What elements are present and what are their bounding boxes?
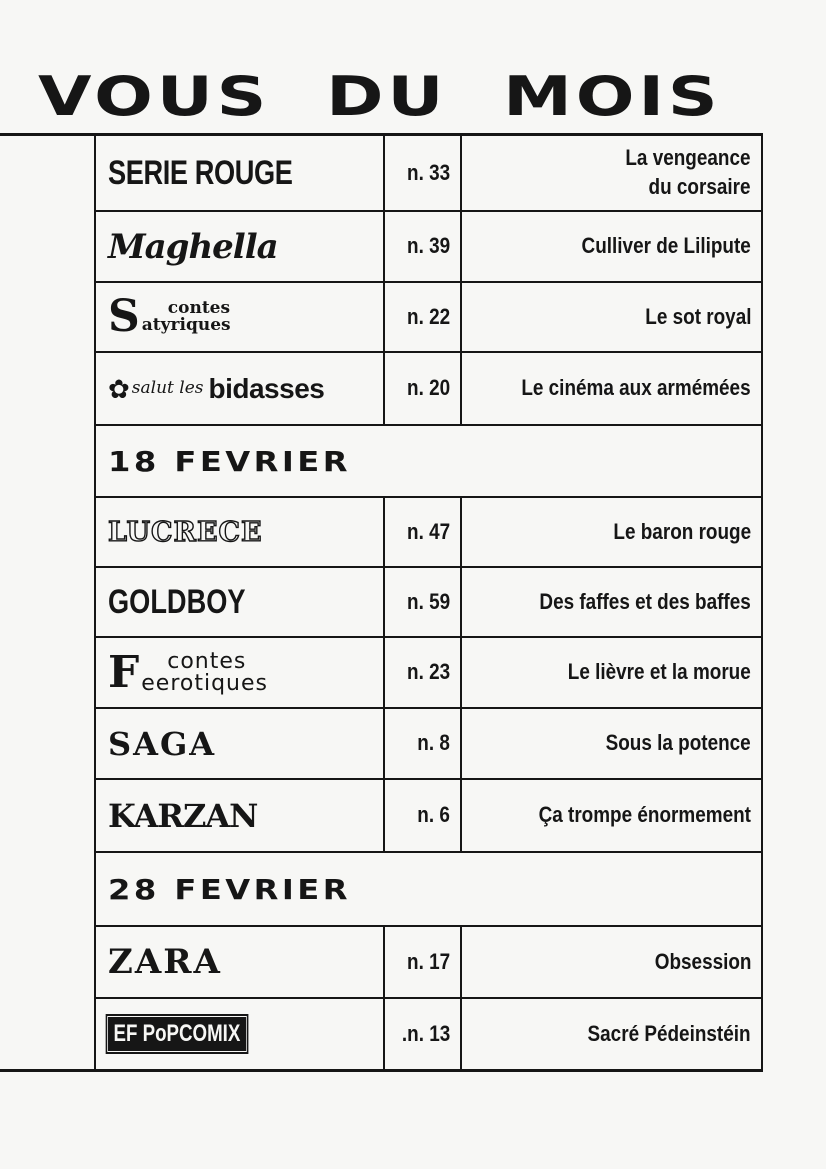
zara-logo: ZARA [108,942,222,982]
story-cell [462,568,761,636]
contes-satyriques-logo [108,291,231,343]
maghella-logo: Maghella [108,226,278,267]
date-cell [96,426,761,496]
story-title: Le sot royal [644,303,751,329]
story-title: Des faffes et des baffes [539,588,751,614]
issue-cell [385,780,462,851]
table-row [96,709,761,780]
table-row [96,353,761,426]
story-cell [462,136,761,210]
issue-number: n. 33 [406,159,450,185]
title-cell [96,638,385,707]
issue-number: n. 6 [417,802,450,828]
logo-initial: S [108,291,140,343]
saga-logo: SAGA [108,724,217,763]
title-cell [96,927,385,997]
logo-bottom-word: eerotiques [141,670,268,696]
contes-feerotiques-logo [108,646,268,698]
release-date: 18 FEVRIER [108,444,352,478]
issue-number: n. 39 [406,233,450,259]
story-title: Obsession [654,948,751,974]
story-cell [462,999,761,1069]
issue-cell [385,283,462,351]
issue-cell [385,136,462,210]
issue-cell [385,212,462,281]
issue-number: n. 17 [406,948,450,974]
issue-cell [385,927,462,997]
salut-les-bidasses-logo [108,372,325,404]
table-row [96,212,761,283]
table-row [96,136,761,212]
logo-bottom-word: atyriques [141,315,231,335]
flower-icon: ✿ [108,373,130,404]
issue-number: n. 23 [406,659,450,685]
title-cell [96,568,385,636]
logo-initial: F [108,646,140,698]
story-cell [462,283,761,351]
story-cell [462,638,761,707]
logo-top-word: contes [167,298,231,318]
page-title: VOUS DU MOIS [38,65,722,128]
serie-rouge-logo: SERIE ROUGE [108,154,293,192]
title-cell [96,353,385,424]
issue-number: n. 47 [406,518,450,544]
issue-cell [385,568,462,636]
story-title: Le baron rouge [613,518,751,544]
story-title: La vengeance du corsaire [625,145,751,199]
karzan-logo: KARZAN [108,796,258,835]
date-cell [96,853,761,925]
issue-cell [385,638,462,707]
story-title: Sous la potence [605,730,751,756]
issue-number: .n. 13 [401,1020,450,1046]
table-row [96,780,761,853]
issue-cell [385,709,462,778]
title-cell [96,780,385,851]
ef-popcomix-logo: EF PoPCOMIX [108,1017,246,1051]
issue-number: n. 22 [406,303,450,329]
title-cell [96,999,385,1069]
story-title: Ça trompe énormement [538,802,751,828]
story-cell [462,780,761,851]
release-date: 28 FEVRIER [108,872,352,906]
table-row [96,568,761,638]
story-cell [462,212,761,281]
story-cell [462,927,761,997]
lucrece-logo: LUCRECE [108,516,263,548]
story-cell [462,709,761,778]
table-row [96,638,761,709]
bottom-rule [0,1069,763,1072]
logo-script-word: salut les [131,378,204,398]
story-title: Culliver de Lilipute [581,233,751,259]
logo-top-word: contes [167,648,247,674]
table-row [96,283,761,353]
title-cell [96,212,385,281]
date-row [96,853,761,927]
issue-cell [385,999,462,1069]
title-cell [96,136,385,210]
story-title: Le cinéma aux armémées [521,375,751,401]
title-cell [96,709,385,778]
issue-cell [385,498,462,566]
issue-number: n. 8 [417,730,450,756]
story-title: Sacré Pédeinstéin [587,1020,751,1046]
goldboy-logo: GOLDBOY [108,583,246,621]
issue-number: n. 59 [406,588,450,614]
story-cell [462,498,761,566]
story-title: Le lièvre et la morue [568,659,751,685]
issue-number: n. 20 [406,375,450,401]
table-row [96,999,761,1069]
story-cell [462,353,761,424]
release-table [96,136,763,1069]
table-row [96,498,761,568]
title-cell [96,498,385,566]
issue-cell [385,353,462,424]
date-row [96,426,761,498]
title-cell [96,283,385,351]
table-row [96,927,761,999]
logo-word: bidasses [208,372,325,404]
